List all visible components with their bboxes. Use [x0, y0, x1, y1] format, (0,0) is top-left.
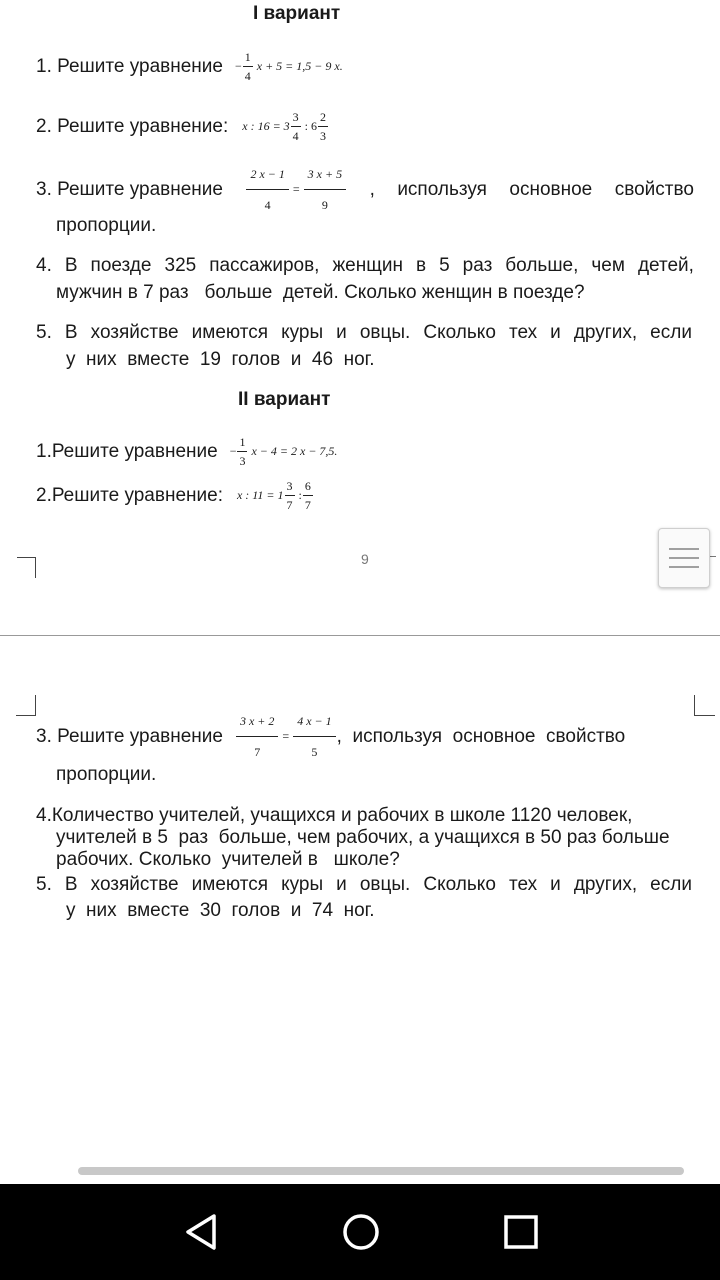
word: В: [64, 874, 78, 895]
fraction-denominator: 3: [239, 454, 246, 468]
p2-task5-line2: у них вместе 30 голов и 74 ног.: [66, 900, 375, 921]
eq-part: x : 16 = 3: [242, 118, 290, 133]
v1-task3-label: 3. Решите уравнение: [36, 179, 223, 200]
v1-task1: [36, 47, 343, 87]
word: и: [550, 322, 561, 343]
v1-task1-label: 1. Решите уравнение: [36, 56, 223, 77]
p2-task5-line1: [36, 874, 692, 896]
fraction-denominator: 7: [304, 498, 311, 512]
word: 4.: [36, 255, 52, 276]
fraction-denominator: 7: [286, 498, 293, 512]
word: детей,: [637, 255, 694, 276]
fraction-numerator: 2: [318, 111, 328, 127]
fraction-numerator: 3 x + 5: [304, 168, 346, 190]
v1-task4-line2: мужчин в 7 раз больше детей. Сколько женщин в поезде?: [56, 282, 585, 303]
fraction-numerator: 3: [291, 111, 301, 127]
fraction: [293, 715, 335, 759]
fraction: [291, 111, 301, 143]
word: имеются: [191, 874, 268, 895]
p2-task3-label: 3. Решите уравнение: [36, 726, 223, 747]
word: используя: [397, 179, 487, 200]
fraction-denominator: 9: [321, 198, 328, 212]
back-triangle-icon[interactable]: [182, 1212, 222, 1252]
word: свойство: [614, 179, 694, 200]
eq-part: x − 4 = 2 x − 7,5.: [251, 443, 338, 458]
recents-square-icon[interactable]: [502, 1213, 540, 1251]
page-number: 9: [361, 551, 369, 567]
fraction-numerator: 4 x − 1: [293, 715, 335, 737]
word: тех: [508, 322, 538, 343]
p2-task3-line1: [36, 715, 625, 759]
variant1-title: I вариант: [253, 3, 341, 24]
p2-task3-rest: , используя основное свойство: [336, 726, 626, 747]
p2-task4-line2: учителей в 5 раз больше, чем рабочих, а учащихся в 50 раз больше: [56, 827, 670, 848]
p2-task4-line3: рабочих. Сколько учителей в школе?: [56, 849, 400, 870]
v2-task2-equation: [237, 480, 314, 512]
p2-task4-line1: 4.Количество учителей, учащихся и рабочих в школе 1120 человек,: [36, 805, 633, 826]
menu-icon-bar: [669, 548, 699, 550]
word: раз: [462, 255, 493, 276]
word: в: [415, 255, 427, 276]
p2-task3-equation: [235, 715, 337, 759]
word: овцы.: [359, 322, 411, 343]
fraction-numerator: 2 x − 1: [246, 168, 288, 190]
v2-task1-equation: [230, 436, 338, 468]
fraction-denominator: 7: [254, 745, 261, 759]
word: Сколько: [423, 874, 496, 895]
fraction-denominator: 4: [264, 198, 271, 212]
page-corner-mark: [16, 695, 36, 716]
v1-task3-line1: [36, 168, 694, 212]
v1-task4-line1: [36, 255, 694, 277]
fraction-denominator: 4: [292, 129, 299, 143]
word: хозяйстве: [90, 874, 179, 895]
v1-task5-line1: [36, 322, 692, 344]
page-separator: [0, 635, 720, 636]
word: других,: [573, 874, 638, 895]
v1-task3-equation: [245, 168, 347, 212]
word: основное: [509, 179, 593, 200]
word: хозяйстве: [90, 322, 179, 343]
fraction-denominator: 5: [311, 745, 318, 759]
eq-part: −: [229, 443, 237, 458]
fraction: [285, 480, 295, 512]
word: имеются: [191, 322, 268, 343]
word: В: [64, 322, 78, 343]
v1-task5-line2: у них вместе 19 голов и 46 ног.: [66, 349, 375, 370]
horizontal-scrollbar[interactable]: [78, 1167, 684, 1175]
fraction-numerator: 1: [237, 436, 247, 452]
v1-task2-equation: [242, 111, 329, 143]
word: больше,: [505, 255, 579, 276]
v1-task2-label: 2. Решите уравнение:: [36, 116, 229, 137]
fraction: [246, 168, 288, 212]
eq-part: =: [282, 728, 290, 743]
word: чем: [591, 255, 625, 276]
word: Сколько: [423, 322, 496, 343]
navigation-bar: [0, 1184, 720, 1280]
home-circle-icon[interactable]: [341, 1212, 381, 1252]
word: пассажиров,: [209, 255, 320, 276]
menu-button[interactable]: [658, 528, 710, 588]
menu-icon-bar: [669, 566, 699, 568]
word: тех: [508, 874, 538, 895]
page-corner-mark: [17, 557, 36, 578]
v2-task1-label: 1.Решите уравнение: [36, 441, 218, 462]
v2-task1: [36, 432, 337, 472]
fraction: [236, 715, 278, 759]
word: 5.: [36, 322, 52, 343]
word: ,: [369, 179, 375, 200]
v1-task2: [36, 107, 329, 147]
fraction-denominator: 3: [320, 129, 327, 143]
word: если: [650, 322, 692, 343]
word: овцы.: [359, 874, 411, 895]
word: если: [650, 874, 692, 895]
fraction: [303, 480, 313, 512]
word: 325: [164, 255, 197, 276]
v1-task1-equation: [235, 51, 343, 83]
word: В: [64, 255, 78, 276]
eq-part: =: [292, 181, 300, 196]
eq-part: x : 11 = 1: [236, 487, 284, 502]
v1-task3-line2: пропорции.: [56, 215, 157, 236]
word: 5.: [36, 874, 52, 895]
eq-part: : 6: [304, 118, 318, 133]
word: других,: [573, 322, 638, 343]
fraction-numerator: 1: [243, 51, 253, 67]
fraction: [304, 168, 346, 212]
word: и: [336, 874, 347, 895]
page-corner-mark: [694, 695, 715, 716]
fraction: [237, 436, 247, 468]
fraction: [318, 111, 328, 143]
word: 5: [439, 255, 450, 276]
eq-part: −: [234, 58, 242, 73]
word: и: [336, 322, 347, 343]
word: и: [550, 874, 561, 895]
word: поезде: [90, 255, 152, 276]
v2-task2: [36, 476, 314, 516]
variant2-title: II вариант: [238, 389, 331, 410]
fraction-denominator: 4: [244, 69, 251, 83]
eq-part: x + 5 = 1,5 − 9 x.: [256, 58, 343, 73]
fraction-numerator: 6: [303, 480, 313, 496]
word: женщин: [332, 255, 403, 276]
p2-task3-line2: пропорции.: [56, 764, 157, 785]
eq-part: :: [298, 487, 302, 502]
fraction-numerator: 3: [285, 480, 295, 496]
menu-icon-bar: [669, 557, 699, 559]
word: куры: [281, 874, 324, 895]
fraction-numerator: 3 x + 2: [236, 715, 278, 737]
fraction: [243, 51, 253, 83]
word: куры: [281, 322, 324, 343]
v2-task2-label: 2.Решите уравнение:: [36, 485, 223, 506]
